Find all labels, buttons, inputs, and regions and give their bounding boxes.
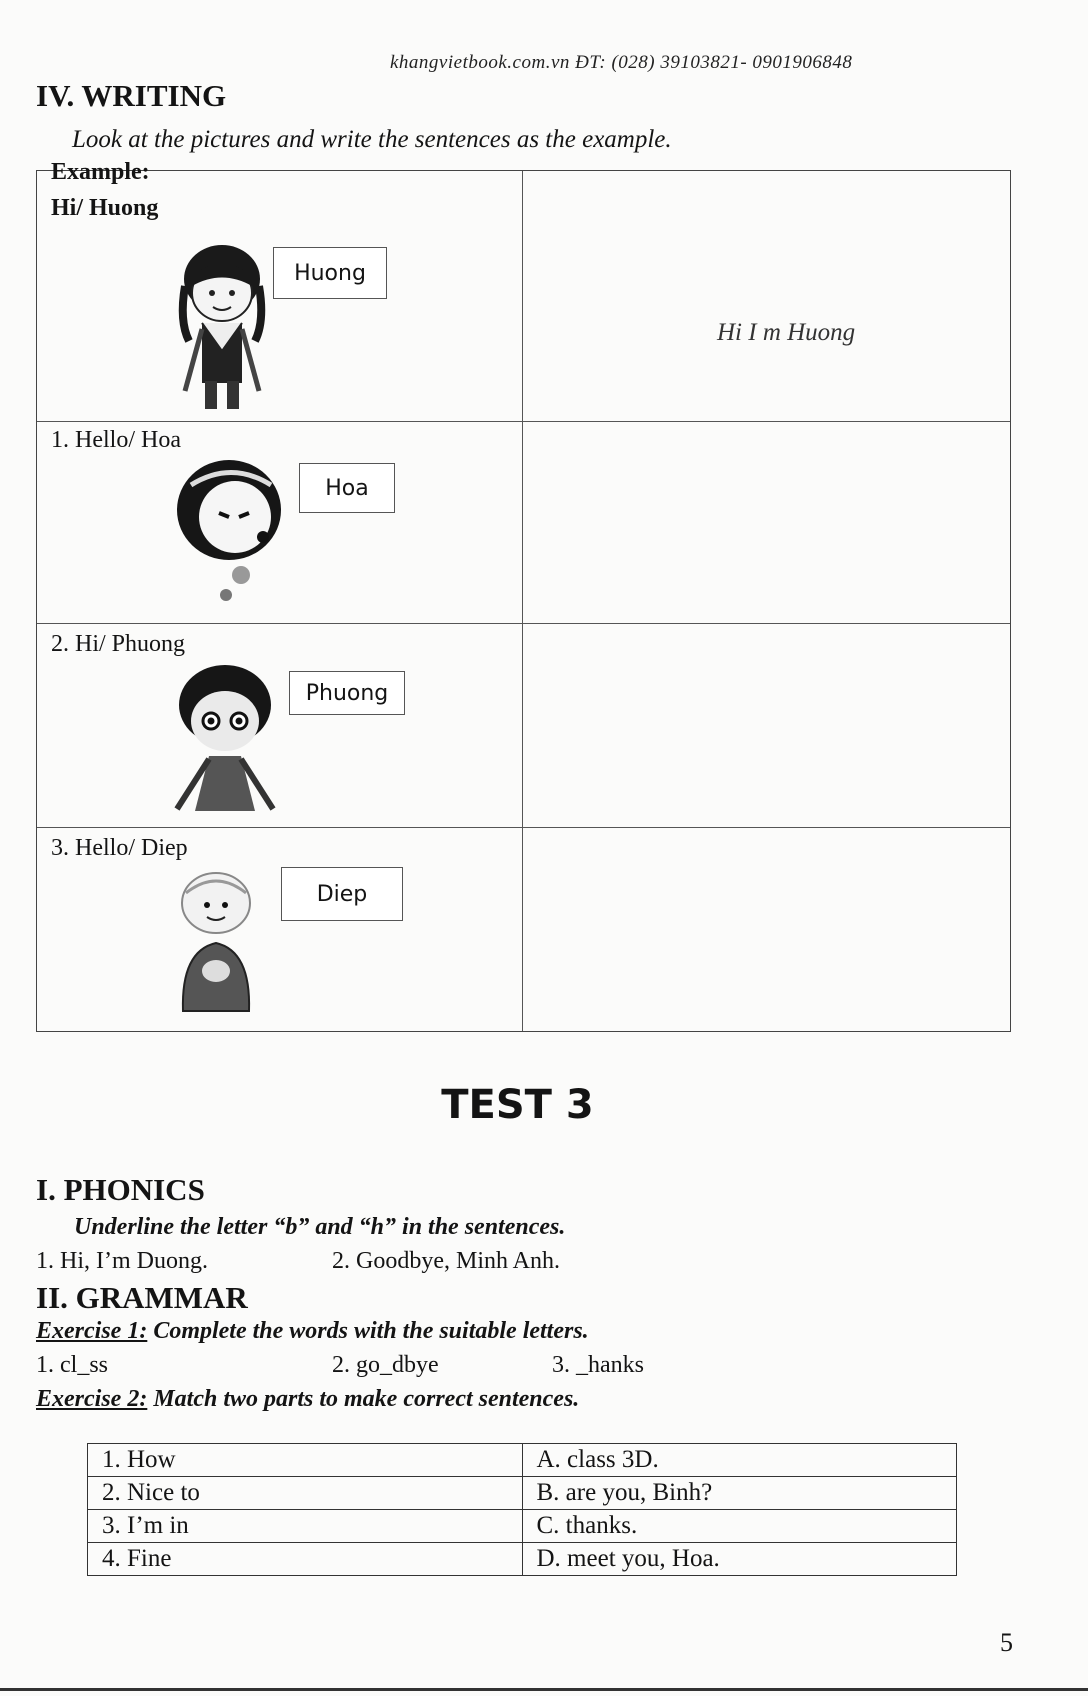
name-box-diep: Diep [281, 867, 403, 921]
phonics-title: I. PHONICS [36, 1172, 205, 1207]
grid-row-line [37, 827, 1010, 828]
ex1-item-2: 2. go_dbye [332, 1352, 439, 1378]
test-title: TEST 3 [441, 1082, 594, 1128]
ex1-item-3: 3. _hanks [552, 1352, 644, 1378]
name-box-phuong: Phuong [289, 671, 405, 715]
exercise-2-label: Exercise 2: [36, 1386, 148, 1412]
grid-row-line [37, 421, 1010, 422]
row-2-prompt: 2. Hi/ Phuong [51, 631, 186, 657]
girl-huong-image [167, 241, 277, 411]
exercise-1-label: Exercise 1: [36, 1318, 148, 1344]
match-table [87, 1443, 957, 1576]
table-row [88, 1444, 957, 1477]
match-right-cell: C. thanks. [522, 1510, 957, 1543]
example-answer: Hi I m Huong [717, 319, 856, 346]
match-right-cell: B. are you, Binh? [522, 1477, 957, 1510]
exercise-2-text: Match two parts to make correct sentences. [147, 1386, 580, 1412]
bottom-rule [0, 1688, 1088, 1691]
grammar-title: II. GRAMMAR [36, 1280, 248, 1315]
girl-hoa-image [171, 455, 291, 615]
grid-divider [522, 171, 523, 1031]
table-row [88, 1477, 957, 1510]
publisher-header: khangvietbook.com.vn ĐT: (028) 39103821- 0901906848 [390, 52, 853, 73]
match-left-cell: 2. Nice to [88, 1477, 523, 1510]
exercise-2-heading [36, 1386, 579, 1413]
name-box-huong: Huong [273, 247, 387, 299]
match-left-cell: 3. I’m in [88, 1510, 523, 1543]
phonics-item-1: 1. Hi, I’m Duong. [36, 1248, 208, 1274]
row-3-prompt: 3. Hello/ Diep [51, 835, 188, 861]
table-row [88, 1543, 957, 1576]
grid-row-line [37, 623, 1010, 624]
ex1-item-1: 1. cl_ss [36, 1352, 108, 1378]
name-box-hoa: Hoa [299, 463, 395, 513]
row-1-prompt: 1. Hello/ Hoa [51, 427, 181, 453]
girl-phuong-image [167, 661, 287, 821]
writing-grid [36, 159, 1011, 1032]
phonics-instruction: Underline the letter “b” and “h” in the sentences. [74, 1214, 566, 1240]
match-left-cell: 1. How [88, 1444, 523, 1477]
exercise-1-text: Complete the words with the suitable letters. [147, 1318, 589, 1344]
writing-title: IV. WRITING [36, 78, 227, 113]
page-number: 5 [1000, 1628, 1013, 1657]
phonics-item-2: 2. Goodbye, Minh Anh. [332, 1248, 560, 1274]
match-right-cell: A. class 3D. [522, 1444, 957, 1477]
example-label: Example: [51, 159, 150, 185]
writing-instruction: Look at the pictures and write the sentences as the example. [72, 126, 672, 153]
boy-diep-image [161, 861, 271, 1021]
exercise-1-heading [36, 1318, 589, 1345]
match-left-cell: 4. Fine [88, 1543, 523, 1576]
example-prompt: Hi/ Huong [51, 195, 159, 221]
table-row [88, 1510, 957, 1543]
match-right-cell: D. meet you, Hoa. [522, 1543, 957, 1576]
